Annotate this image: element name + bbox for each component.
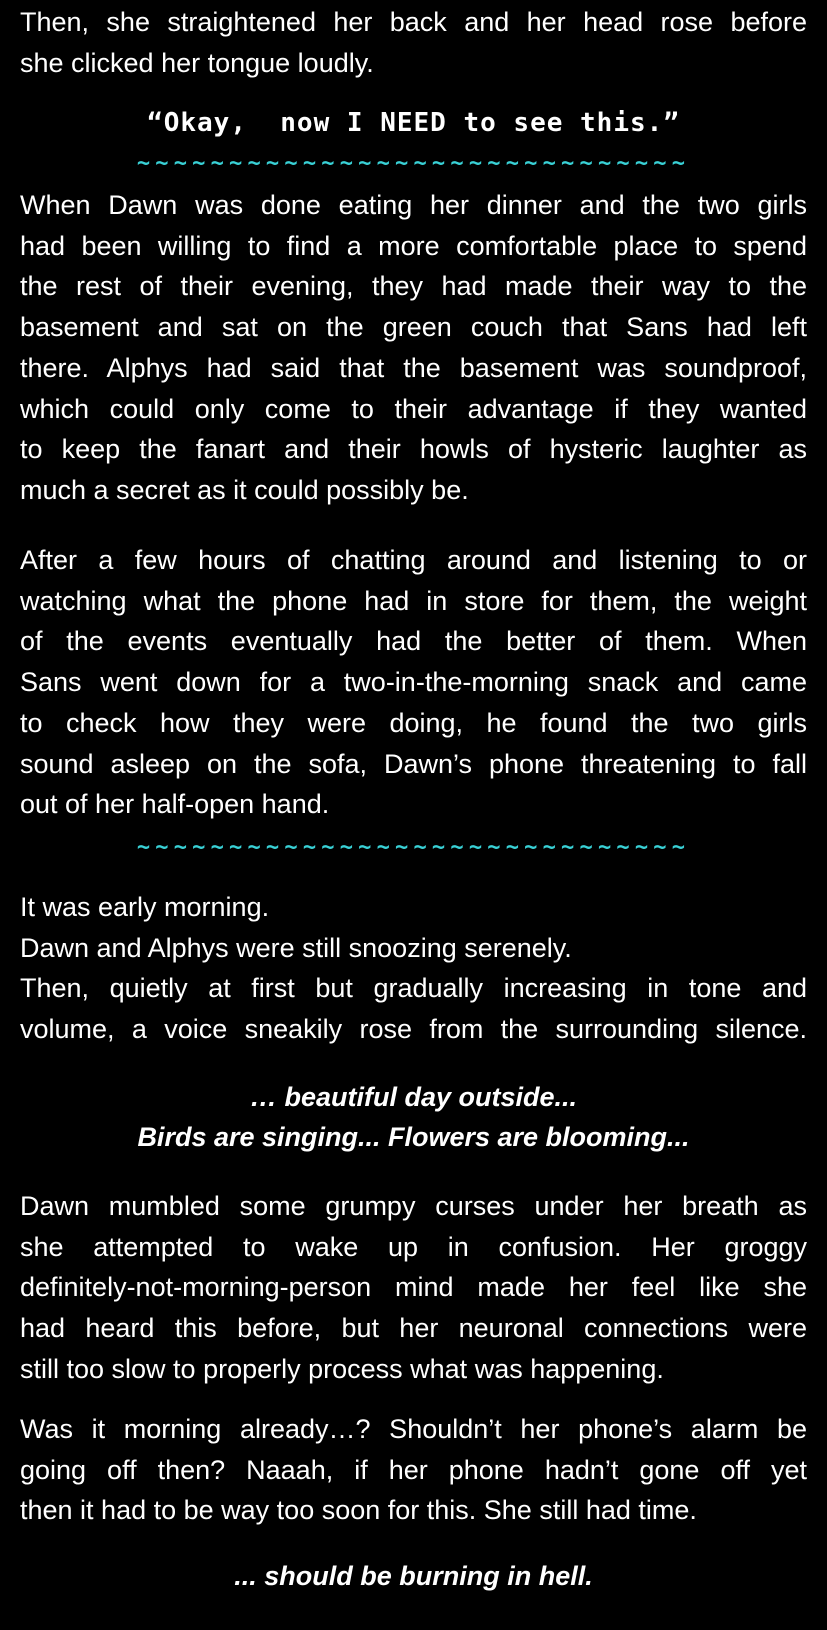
paragraph-alarm: [20, 1409, 807, 1531]
text-line: to keep the fanart and their howls of hysteric laughter as: [20, 434, 807, 465]
paragraph-morning: [20, 887, 807, 1050]
song-lyrics: [20, 1077, 807, 1157]
song-lyrics-end: ... should be burning in hell.: [234, 1561, 593, 1591]
section-divider: ~~~~~~~~~~~~~~~~~~~~~~~~~~~~~~: [136, 837, 691, 859]
text-line: to check how they were doing, he found the two girls: [20, 707, 807, 738]
lyric-line: … beautiful day outside...: [249, 1082, 578, 1112]
paragraph-wakeup: [20, 1186, 807, 1390]
text-line: It was early morning.: [20, 892, 270, 922]
text-line: she clicked her tongue loudly.: [20, 47, 374, 78]
opening-paragraph: [20, 2, 807, 83]
paragraph-sleep: [20, 540, 807, 825]
dialogue-quote: “Okay, now I NEED to see this.”: [147, 108, 680, 138]
text-line: there. Alphys had said that the basement was soundproof,: [20, 352, 807, 383]
text-line: When Dawn was done eating her dinner and the two girls: [20, 190, 807, 220]
section-divider: ~~~~~~~~~~~~~~~~~~~~~~~~~~~~~~: [136, 153, 691, 175]
text-line: out of her half-open hand.: [20, 789, 330, 820]
text-line: watching what the phone had in store for them, the weight: [20, 585, 807, 616]
text-line: volume, a voice sneakily rose from the surrounding silence.: [20, 1014, 807, 1045]
text-line: which could only come to their advantage if they wanted: [20, 393, 807, 424]
text-line: of the events eventually had the better of them. When: [20, 626, 807, 657]
text-line: Then, she straightened her back and her head rose before: [20, 7, 807, 37]
text-line: going off then? Naaah, if her phone hadn’t gone off yet: [20, 1454, 807, 1485]
text-line: After a few hours of chatting around and listening to or: [20, 545, 807, 575]
text-line: basement and sat on the green couch that Sans had left: [20, 312, 807, 343]
text-line: definitely-not-morning-person mind made her feel like she: [20, 1272, 807, 1303]
text-line: then it had to be way too soon for this. She still had time.: [20, 1495, 697, 1526]
text-line: Was it morning already…? Shouldn’t her phone’s alarm be: [20, 1414, 807, 1444]
text-line: Sans went down for a two-in-the-morning snack and came: [20, 667, 807, 698]
text-line: Dawn and Alphys were still snoozing serenely.: [20, 932, 572, 963]
paragraph-dinner: [20, 185, 807, 511]
text-line: she attempted to wake up in confusion. Her groggy: [20, 1231, 807, 1262]
text-line: had been willing to find a more comfortable place to spend: [20, 230, 807, 261]
text-line: Dawn mumbled some grumpy curses under her breath as: [20, 1191, 807, 1221]
text-line: Then, quietly at first but gradually increasing in tone and: [20, 973, 807, 1004]
text-line: the rest of their evening, they had made their way to the: [20, 271, 807, 302]
text-line: still too slow to properly process what was happening.: [20, 1353, 664, 1384]
text-line: had heard this before, but her neuronal connections were: [20, 1313, 807, 1344]
lyric-line: Birds are singing... Flowers are blooming...: [137, 1122, 690, 1152]
text-line: much a secret as it could possibly be.: [20, 474, 469, 505]
text-line: sound asleep on the sofa, Dawn’s phone threatening to fall: [20, 748, 807, 779]
